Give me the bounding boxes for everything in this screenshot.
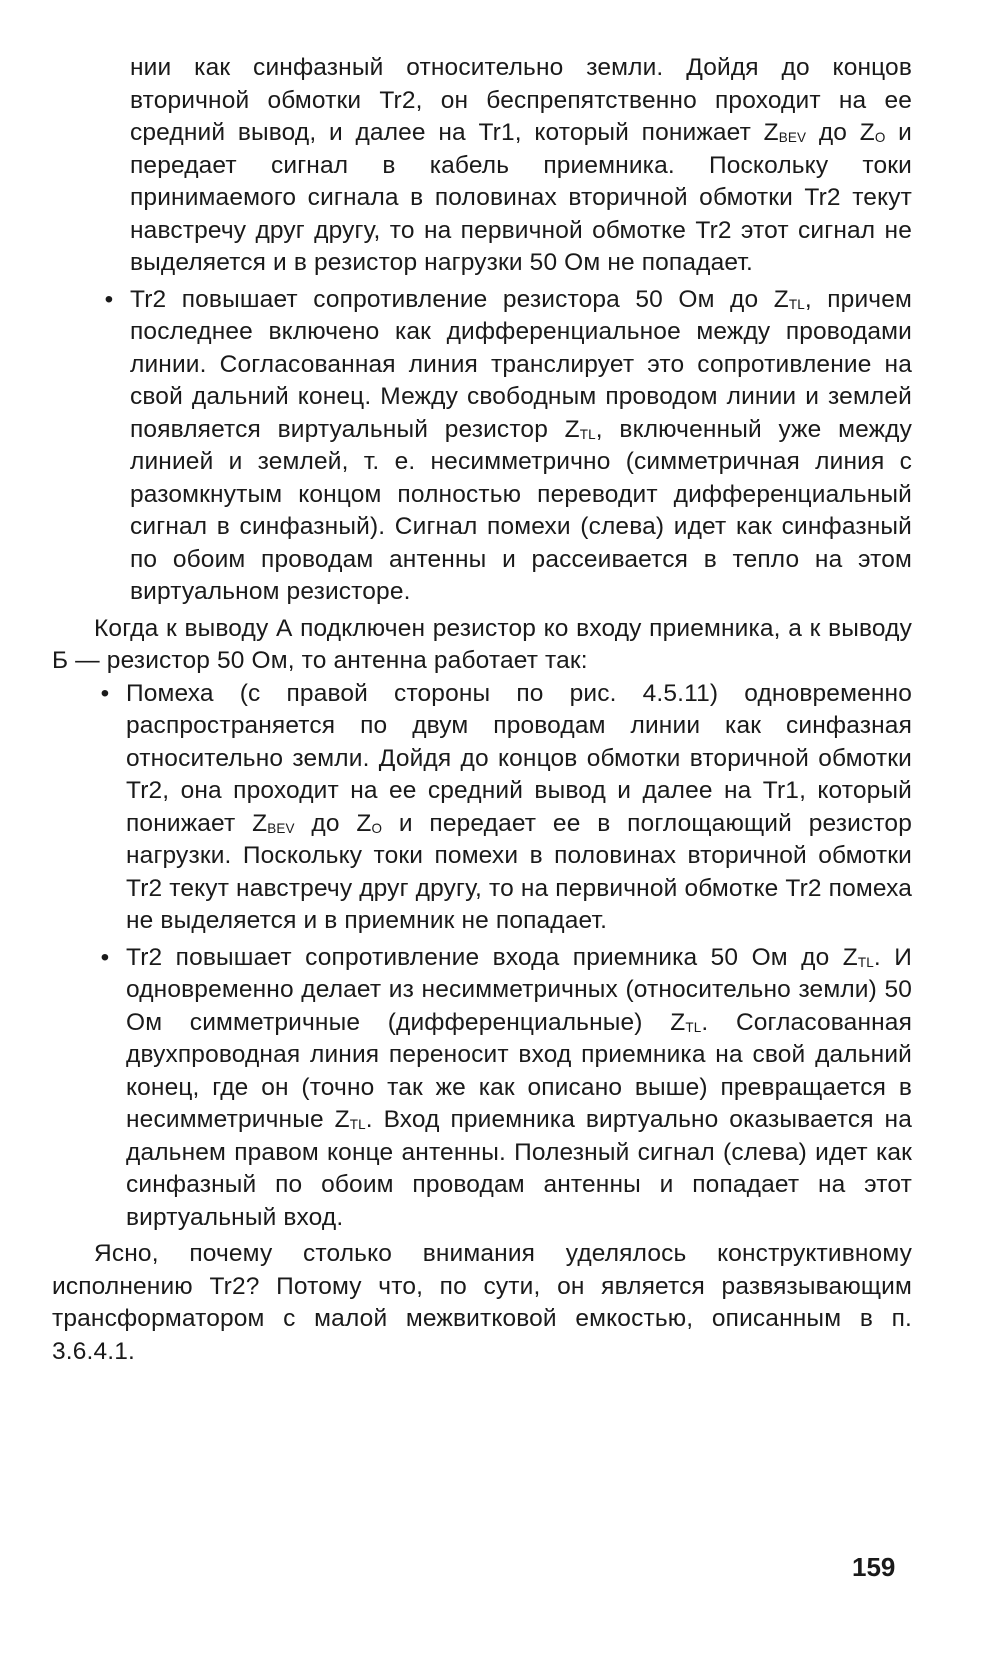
- page-text: [52, 52, 912, 1368]
- bullet-item-tr2-input: • Tr2 повышает сопротивление входа приемника 50 Ом до $Z_{TL}$. И одновременно делает из несимметричных (относительно земли) 50 Ом симметричные (дифференциальные) $Z_{TL}$. Согласованная двухпроводная линия переносит вход приемника на свой дальний конец, где он (точно так же как описано выше) превращается в несимметричные $Z_{TL}$. Вход приемника виртуально оказывается на дальнем правом конце антенны. Полезный сигнал (слева) идет как синфазный по обоим проводам антенны и попадает на этот виртуальный вход.: [126, 942, 912, 1235]
- bullet-dot-icon: •: [100, 679, 110, 707]
- bullet-item-noise: • Помеха (с правой стороны по рис. 4.5.11) одновременно распространяется по двум проводам линии как синфазная относительно земли. Дойдя до концов обмотки вторичной обмотки Tr2, она проходит на ее средний вывод и далее на Tr1, который понижает $Z_{BEV}$ до $Z_O$ и передает ее в поглощающий резистор нагрузки. Поскольку токи помехи в половинах вторичной обмотки Tr2 текут навстречу друг другу, то на первичной обмотке Tr2 помеха не выделяется и в приемник не попадает.: [126, 678, 912, 938]
- bullet-dot-icon: •: [100, 943, 110, 971]
- paragraph-continuation: нии как синфазный относительно земли. Дойдя до концов вторичной обмотки Tr2, он беспрепятственно проходит на ее средний вывод, и далее на Tr1, который понижает $Z_{BEV}$ до $Z_O$ и передает сигнал в кабель приемника. Поскольку токи принимаемого сигнала в половинах вторичной обмотки Tr2 текут навстречу друг другу, то на первичной обмотке Tr2 этот сигнал не выделяется и в резистор нагрузки 50 Ом не попадает.: [130, 54, 912, 276]
- bullet-item-tr2-resistor: • Tr2 повышает сопротивление резистора 50 Ом до $Z_{TL}$, причем последнее включено как дифференциальное между проводами линии. Согласованная линия транслирует это сопротивление на свой дальний конец. Между свободным проводом линии и землей появляется виртуальный резистор $Z_{TL}$, включенный уже между линией и землей, т. е. несимметрично (симметричная линия с разомкнутым концом полностью переводит дифференциальный сигнал в синфазный). Сигнал помехи (слева) идет как синфазный по обоим проводам антенны и рассеивается в тепло на этом виртуальном резисторе.: [130, 284, 912, 609]
- paragraph-intro: Когда к выводу А подключен резистор ко входу приемника, а к выводу Б — резистор 50 Ом, то антенна работает так:: [52, 614, 912, 674]
- page-number: 159: [852, 1552, 896, 1582]
- bullet-dot-icon: •: [104, 285, 114, 313]
- paragraph-final: Ясно, почему столько внимания уделялось конструктивному исполнению Tr2? Потому что, по сути, он является развязывающим трансформатором с малой межвитковой емкостью, описанным в п. 3.6.4.1.: [52, 1240, 912, 1365]
